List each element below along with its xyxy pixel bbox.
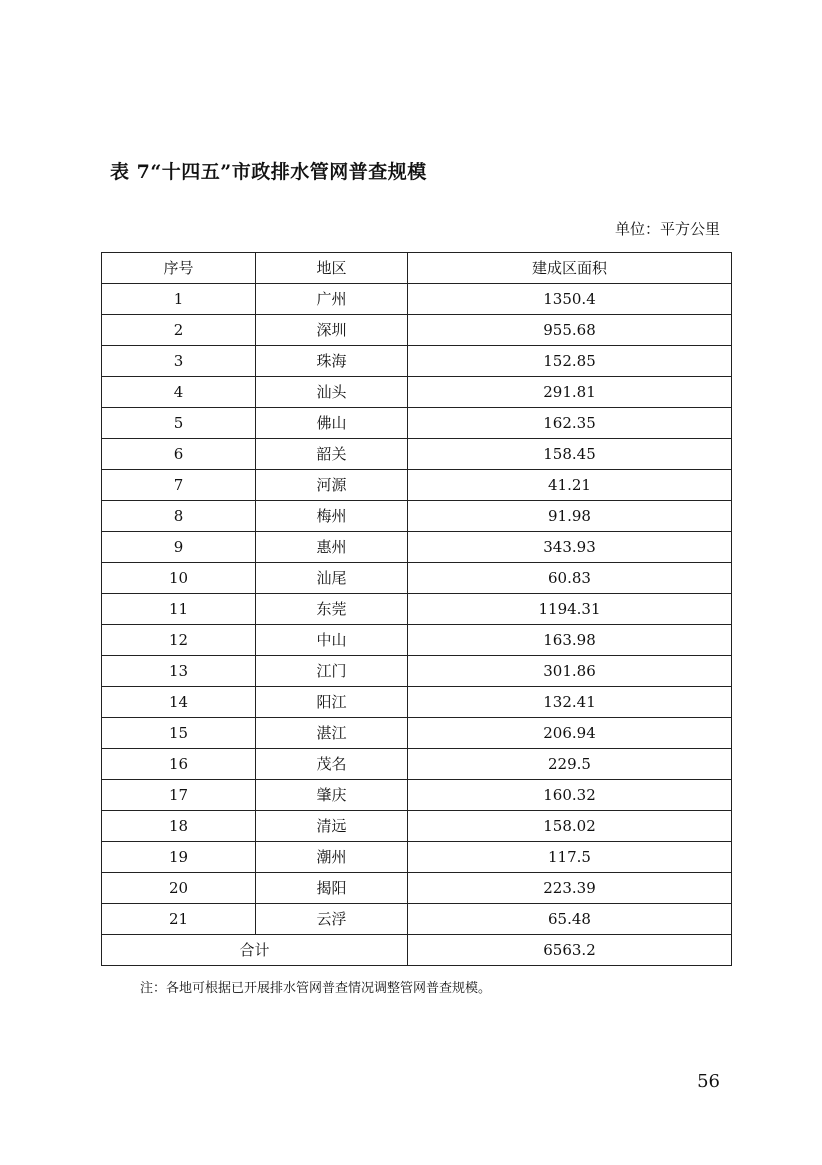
table-row <box>102 625 732 656</box>
table-row <box>102 408 732 439</box>
table-row <box>102 315 732 346</box>
table-row <box>102 439 732 470</box>
cell-region: 韶关 <box>256 439 408 470</box>
cell-region: 阳江 <box>256 687 408 718</box>
data-table <box>101 252 732 966</box>
cell-index: 21 <box>102 904 256 935</box>
cell-index: 6 <box>102 439 256 470</box>
cell-index: 15 <box>102 718 256 749</box>
cell-index: 2 <box>102 315 256 346</box>
table-row <box>102 780 732 811</box>
total-row <box>102 935 732 966</box>
cell-index: 16 <box>102 749 256 780</box>
cell-area: 60.83 <box>408 563 732 594</box>
cell-index: 3 <box>102 346 256 377</box>
table-row <box>102 284 732 315</box>
cell-index: 17 <box>102 780 256 811</box>
table-row <box>102 563 732 594</box>
cell-index: 18 <box>102 811 256 842</box>
table-row <box>102 377 732 408</box>
table-row <box>102 532 732 563</box>
cell-index: 9 <box>102 532 256 563</box>
table-row <box>102 749 732 780</box>
table-row <box>102 656 732 687</box>
cell-region: 云浮 <box>256 904 408 935</box>
cell-region: 汕尾 <box>256 563 408 594</box>
cell-region: 河源 <box>256 470 408 501</box>
cell-area: 955.68 <box>408 315 732 346</box>
cell-index: 14 <box>102 687 256 718</box>
cell-area: 162.35 <box>408 408 732 439</box>
cell-region: 东莞 <box>256 594 408 625</box>
cell-index: 19 <box>102 842 256 873</box>
cell-area: 160.32 <box>408 780 732 811</box>
table-row <box>102 718 732 749</box>
table-row <box>102 687 732 718</box>
cell-region: 揭阳 <box>256 873 408 904</box>
cell-area: 301.86 <box>408 656 732 687</box>
table-row <box>102 873 732 904</box>
table-row <box>102 594 732 625</box>
cell-index: 4 <box>102 377 256 408</box>
cell-area: 343.93 <box>408 532 732 563</box>
cell-region: 肇庆 <box>256 780 408 811</box>
cell-region: 中山 <box>256 625 408 656</box>
cell-index: 1 <box>102 284 256 315</box>
cell-region: 茂名 <box>256 749 408 780</box>
header-region: 地区 <box>256 253 408 284</box>
cell-area: 223.39 <box>408 873 732 904</box>
cell-index: 11 <box>102 594 256 625</box>
total-label: 合计 <box>102 935 408 966</box>
cell-index: 7 <box>102 470 256 501</box>
cell-area: 229.5 <box>408 749 732 780</box>
table-row <box>102 501 732 532</box>
cell-index: 20 <box>102 873 256 904</box>
cell-area: 158.45 <box>408 439 732 470</box>
cell-region: 江门 <box>256 656 408 687</box>
cell-region: 梅州 <box>256 501 408 532</box>
cell-area: 158.02 <box>408 811 732 842</box>
cell-region: 潮州 <box>256 842 408 873</box>
cell-region: 广州 <box>256 284 408 315</box>
total-value: 6563.2 <box>408 935 732 966</box>
cell-area: 163.98 <box>408 625 732 656</box>
cell-area: 291.81 <box>408 377 732 408</box>
cell-area: 206.94 <box>408 718 732 749</box>
table-row <box>102 346 732 377</box>
cell-area: 132.41 <box>408 687 732 718</box>
cell-region: 湛江 <box>256 718 408 749</box>
cell-area: 1350.4 <box>408 284 732 315</box>
table-row <box>102 811 732 842</box>
cell-index: 5 <box>102 408 256 439</box>
cell-area: 117.5 <box>408 842 732 873</box>
unit-label: 单位：平方公里 <box>614 220 720 238</box>
table-row <box>102 842 732 873</box>
cell-index: 12 <box>102 625 256 656</box>
cell-region: 汕头 <box>256 377 408 408</box>
table-title: 表 7“十四五”市政排水管网普查规模 <box>110 161 427 183</box>
header-area: 建成区面积 <box>408 253 732 284</box>
header-index: 序号 <box>102 253 256 284</box>
cell-region: 清远 <box>256 811 408 842</box>
cell-region: 佛山 <box>256 408 408 439</box>
cell-index: 10 <box>102 563 256 594</box>
cell-area: 152.85 <box>408 346 732 377</box>
cell-region: 惠州 <box>256 532 408 563</box>
table-row <box>102 470 732 501</box>
table-header-row <box>102 253 732 284</box>
page-number: 56 <box>697 1071 720 1092</box>
cell-region: 深圳 <box>256 315 408 346</box>
footnote: 注：各地可根据已开展排水管网普查情况调整管网普查规模。 <box>140 981 492 996</box>
cell-region: 珠海 <box>256 346 408 377</box>
cell-area: 1194.31 <box>408 594 732 625</box>
cell-index: 8 <box>102 501 256 532</box>
cell-area: 41.21 <box>408 470 732 501</box>
cell-area: 91.98 <box>408 501 732 532</box>
cell-index: 13 <box>102 656 256 687</box>
table-row <box>102 904 732 935</box>
cell-area: 65.48 <box>408 904 732 935</box>
